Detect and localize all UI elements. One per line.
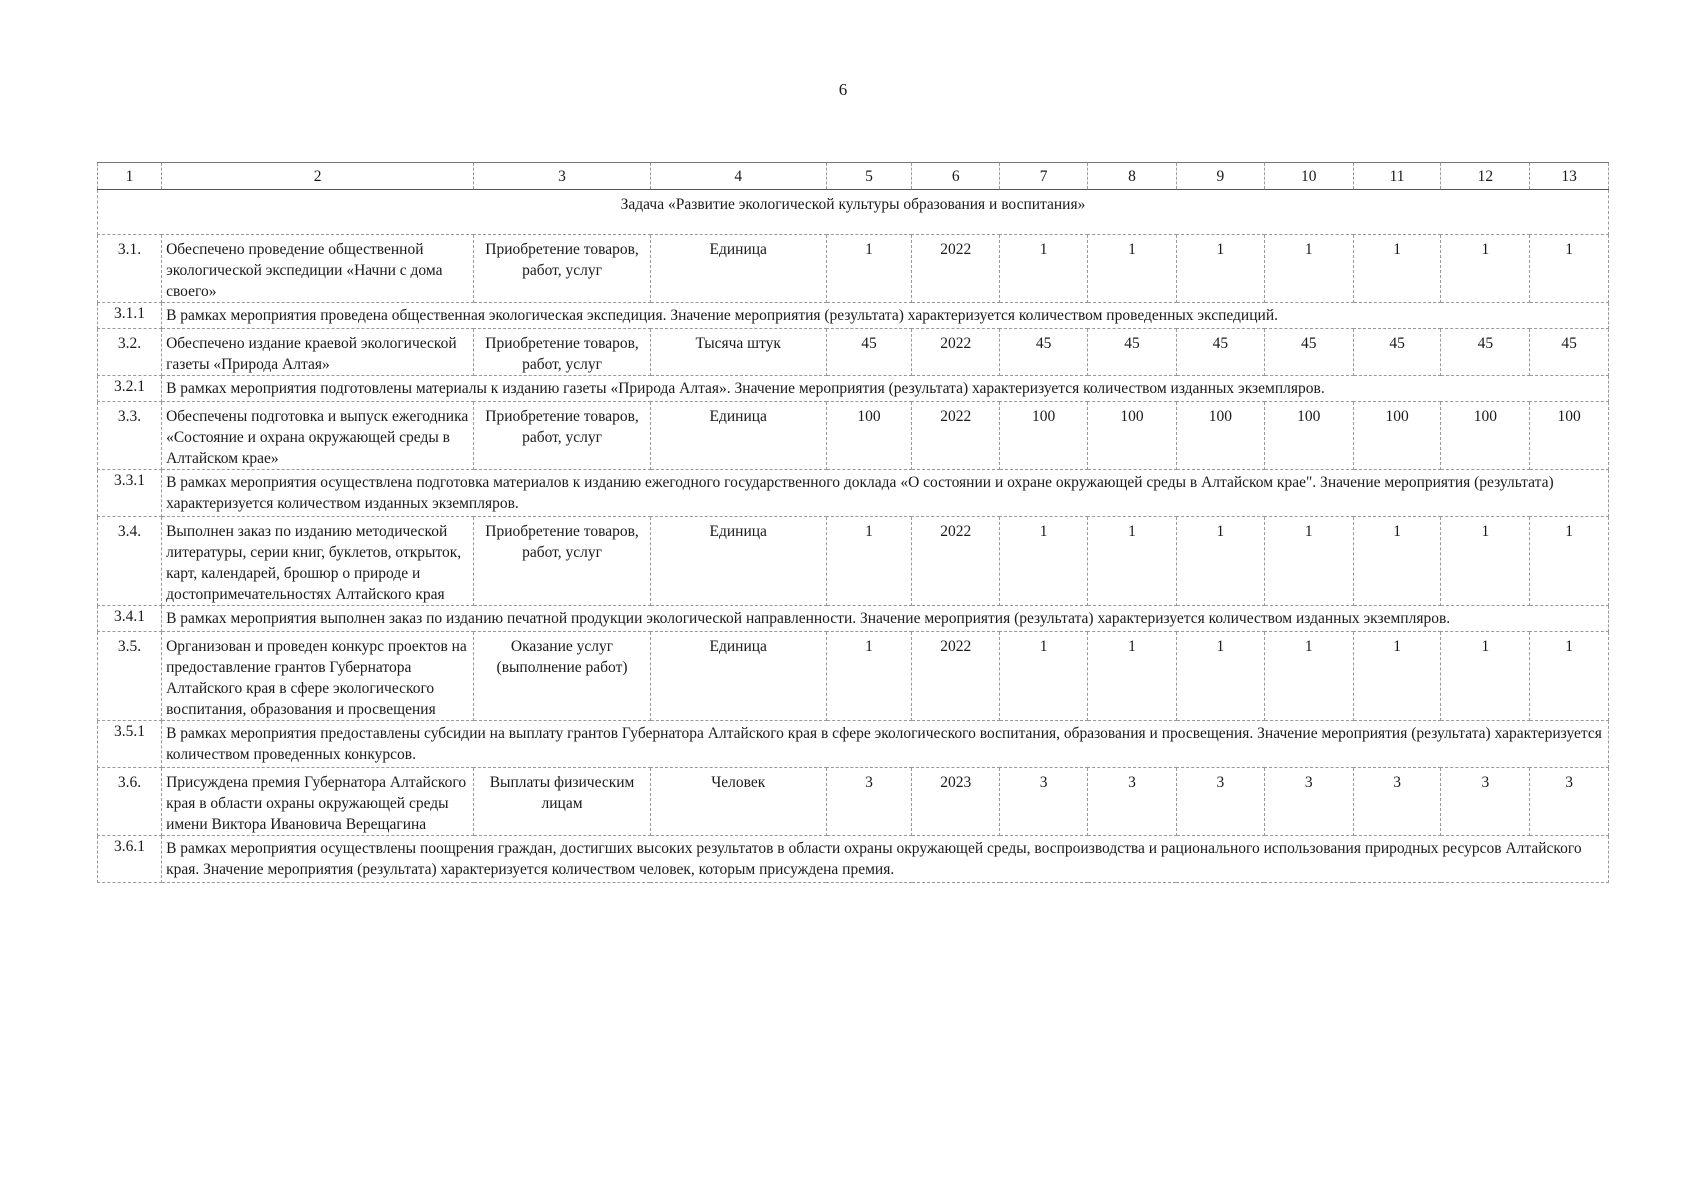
item-year-value: 100 [1088, 402, 1177, 470]
note-number: 3.4.1 [98, 606, 162, 632]
item-name: Присуждена премия Губернатора Алтайского края в области охраны окружающей среды имени Виктора Ивановича Верещагина [162, 768, 474, 836]
item-type: Приобретение товаров, работ, услуг [474, 235, 651, 303]
item-year-value: 45 [1264, 329, 1353, 376]
column-number: 5 [826, 163, 912, 190]
item-base-year: 2022 [912, 632, 1000, 721]
note-row [98, 721, 1609, 768]
item-base-year: 2022 [912, 235, 1000, 303]
item-year-value: 1 [1264, 632, 1353, 721]
item-year-value: 3 [1088, 768, 1177, 836]
item-year-value: 1 [1530, 235, 1609, 303]
item-year-value: 100 [1000, 402, 1088, 470]
task-title: Задача «Развитие экологической культуры образования и воспитания» [98, 190, 1609, 235]
column-number: 10 [1264, 163, 1353, 190]
item-year-value: 100 [1530, 402, 1609, 470]
item-year-value: 1 [1530, 517, 1609, 606]
item-year-value: 1 [1264, 517, 1353, 606]
item-year-value: 45 [1530, 329, 1609, 376]
item-year-value: 1 [1000, 517, 1088, 606]
column-number: 11 [1353, 163, 1441, 190]
item-year-value: 1 [1088, 235, 1177, 303]
note-row [98, 836, 1609, 883]
item-year-value: 1 [1176, 632, 1264, 721]
item-base-year: 2022 [912, 329, 1000, 376]
item-year-value: 1 [1176, 235, 1264, 303]
item-number: 3.5. [98, 632, 162, 721]
item-year-value: 1 [1441, 632, 1530, 721]
results-table [97, 162, 1609, 883]
item-year-value: 3 [1176, 768, 1264, 836]
item-type: Выплаты физическим лицам [474, 768, 651, 836]
column-number: 6 [912, 163, 1000, 190]
item-year-value: 3 [1441, 768, 1530, 836]
item-base-value: 1 [826, 235, 912, 303]
item-year-value: 1 [1000, 632, 1088, 721]
item-type: Приобретение товаров, работ, услуг [474, 329, 651, 376]
item-year-value: 1 [1353, 632, 1441, 721]
note-row [98, 376, 1609, 402]
item-year-value: 100 [1264, 402, 1353, 470]
note-row [98, 470, 1609, 517]
item-name: Обеспечены подготовка и выпуск ежегодника «Состояние и охрана окружающей среды в Алтайском крае» [162, 402, 474, 470]
item-year-value: 3 [1353, 768, 1441, 836]
item-year-value: 1 [1088, 632, 1177, 721]
item-year-value: 3 [1000, 768, 1088, 836]
item-base-value: 1 [826, 632, 912, 721]
item-unit: Единица [650, 235, 826, 303]
item-year-value: 1 [1088, 517, 1177, 606]
table-row [98, 402, 1609, 470]
item-base-value: 1 [826, 517, 912, 606]
note-text: В рамках мероприятия подготовлены материалы к изданию газеты «Природа Алтая». Значение мероприятия (результата) характеризуется количеством изданных экземпляров. [162, 376, 1609, 402]
note-number: 3.6.1 [98, 836, 162, 883]
note-text: В рамках мероприятия предоставлены субсидии на выплату грантов Губернатора Алтайского края в сфере экологического воспитания, образования и просвещения. Значение мероприятия (результата) характеризуется количеством проведенных конкурсов. [162, 721, 1609, 768]
item-year-value: 1 [1441, 235, 1530, 303]
item-year-value: 3 [1530, 768, 1609, 836]
item-unit: Единица [650, 402, 826, 470]
item-base-year: 2022 [912, 402, 1000, 470]
table-row [98, 768, 1609, 836]
task-row [98, 190, 1609, 235]
item-base-year: 2023 [912, 768, 1000, 836]
table-row [98, 517, 1609, 606]
column-number: 3 [474, 163, 651, 190]
item-type: Приобретение товаров, работ, услуг [474, 402, 651, 470]
item-year-value: 1 [1264, 235, 1353, 303]
item-year-value: 100 [1441, 402, 1530, 470]
item-year-value: 1 [1441, 517, 1530, 606]
item-year-value: 1 [1530, 632, 1609, 721]
note-row [98, 303, 1609, 329]
column-number: 9 [1176, 163, 1264, 190]
item-name: Обеспечено издание краевой экологической газеты «Природа Алтая» [162, 329, 474, 376]
item-base-value: 3 [826, 768, 912, 836]
item-base-value: 100 [826, 402, 912, 470]
item-type: Приобретение товаров, работ, услуг [474, 517, 651, 606]
item-type: Оказание услуг (выполнение работ) [474, 632, 651, 721]
item-base-value: 45 [826, 329, 912, 376]
note-row [98, 606, 1609, 632]
note-text: В рамках мероприятия выполнен заказ по изданию печатной продукции экологической направленности. Значение мероприятия (результата) характеризуется количеством изданных экземпляров. [162, 606, 1609, 632]
item-name: Организован и проведен конкурс проектов на предоставление грантов Губернатора Алтайского края в сфере экологического воспитания, образования и просвещения [162, 632, 474, 721]
item-year-value: 45 [1000, 329, 1088, 376]
item-year-value: 1 [1353, 517, 1441, 606]
column-number: 1 [98, 163, 162, 190]
note-number: 3.2.1 [98, 376, 162, 402]
column-number: 2 [162, 163, 474, 190]
item-year-value: 100 [1353, 402, 1441, 470]
table-row [98, 235, 1609, 303]
item-base-year: 2022 [912, 517, 1000, 606]
note-text: В рамках мероприятия проведена общественная экологическая экспедиция. Значение мероприятия (результата) характеризуется количеством проведенных экспедиций. [162, 303, 1609, 329]
table-row [98, 632, 1609, 721]
item-year-value: 45 [1353, 329, 1441, 376]
item-name: Выполнен заказ по изданию методической литературы, серии книг, буклетов, открыток, карт, календарей, брошюр о природе и достопримечательностях Алтайского края [162, 517, 474, 606]
note-number: 3.3.1 [98, 470, 162, 517]
note-text: В рамках мероприятия осуществлены поощрения граждан, достигших высоких результатов в области охраны окружающей среды, воспроизводства и рационального использования природных ресурсов Алтайского края. Значение мероприятия (результата) характеризуется количеством человек, которым присуждена премия. [162, 836, 1609, 883]
item-year-value: 1 [1000, 235, 1088, 303]
column-number: 12 [1441, 163, 1530, 190]
item-number: 3.2. [98, 329, 162, 376]
column-number-row [98, 163, 1609, 190]
item-unit: Единица [650, 517, 826, 606]
item-year-value: 45 [1441, 329, 1530, 376]
page-number: 6 [838, 80, 848, 99]
item-number: 3.3. [98, 402, 162, 470]
item-number: 3.4. [98, 517, 162, 606]
item-unit: Тысяча штук [650, 329, 826, 376]
item-year-value: 45 [1088, 329, 1177, 376]
item-unit: Единица [650, 632, 826, 721]
table-row [98, 329, 1609, 376]
item-year-value: 100 [1176, 402, 1264, 470]
item-year-value: 1 [1176, 517, 1264, 606]
column-number: 4 [650, 163, 826, 190]
item-year-value: 45 [1176, 329, 1264, 376]
item-year-value: 1 [1353, 235, 1441, 303]
results-table-container [97, 162, 1609, 883]
column-number: 7 [1000, 163, 1088, 190]
note-number: 3.1.1 [98, 303, 162, 329]
note-text: В рамках мероприятия осуществлена подготовка материалов к изданию ежегодного государственного доклада «О состоянии и охране окружающей среды в Алтайском крае". Значение мероприятия (результата) характеризуется количеством изданных экземпляров. [162, 470, 1609, 517]
item-number: 3.1. [98, 235, 162, 303]
column-number: 13 [1530, 163, 1609, 190]
note-number: 3.5.1 [98, 721, 162, 768]
column-number: 8 [1088, 163, 1177, 190]
item-unit: Человек [650, 768, 826, 836]
item-year-value: 3 [1264, 768, 1353, 836]
item-number: 3.6. [98, 768, 162, 836]
item-name: Обеспечено проведение общественной экологической экспедиции «Начни с дома своего» [162, 235, 474, 303]
